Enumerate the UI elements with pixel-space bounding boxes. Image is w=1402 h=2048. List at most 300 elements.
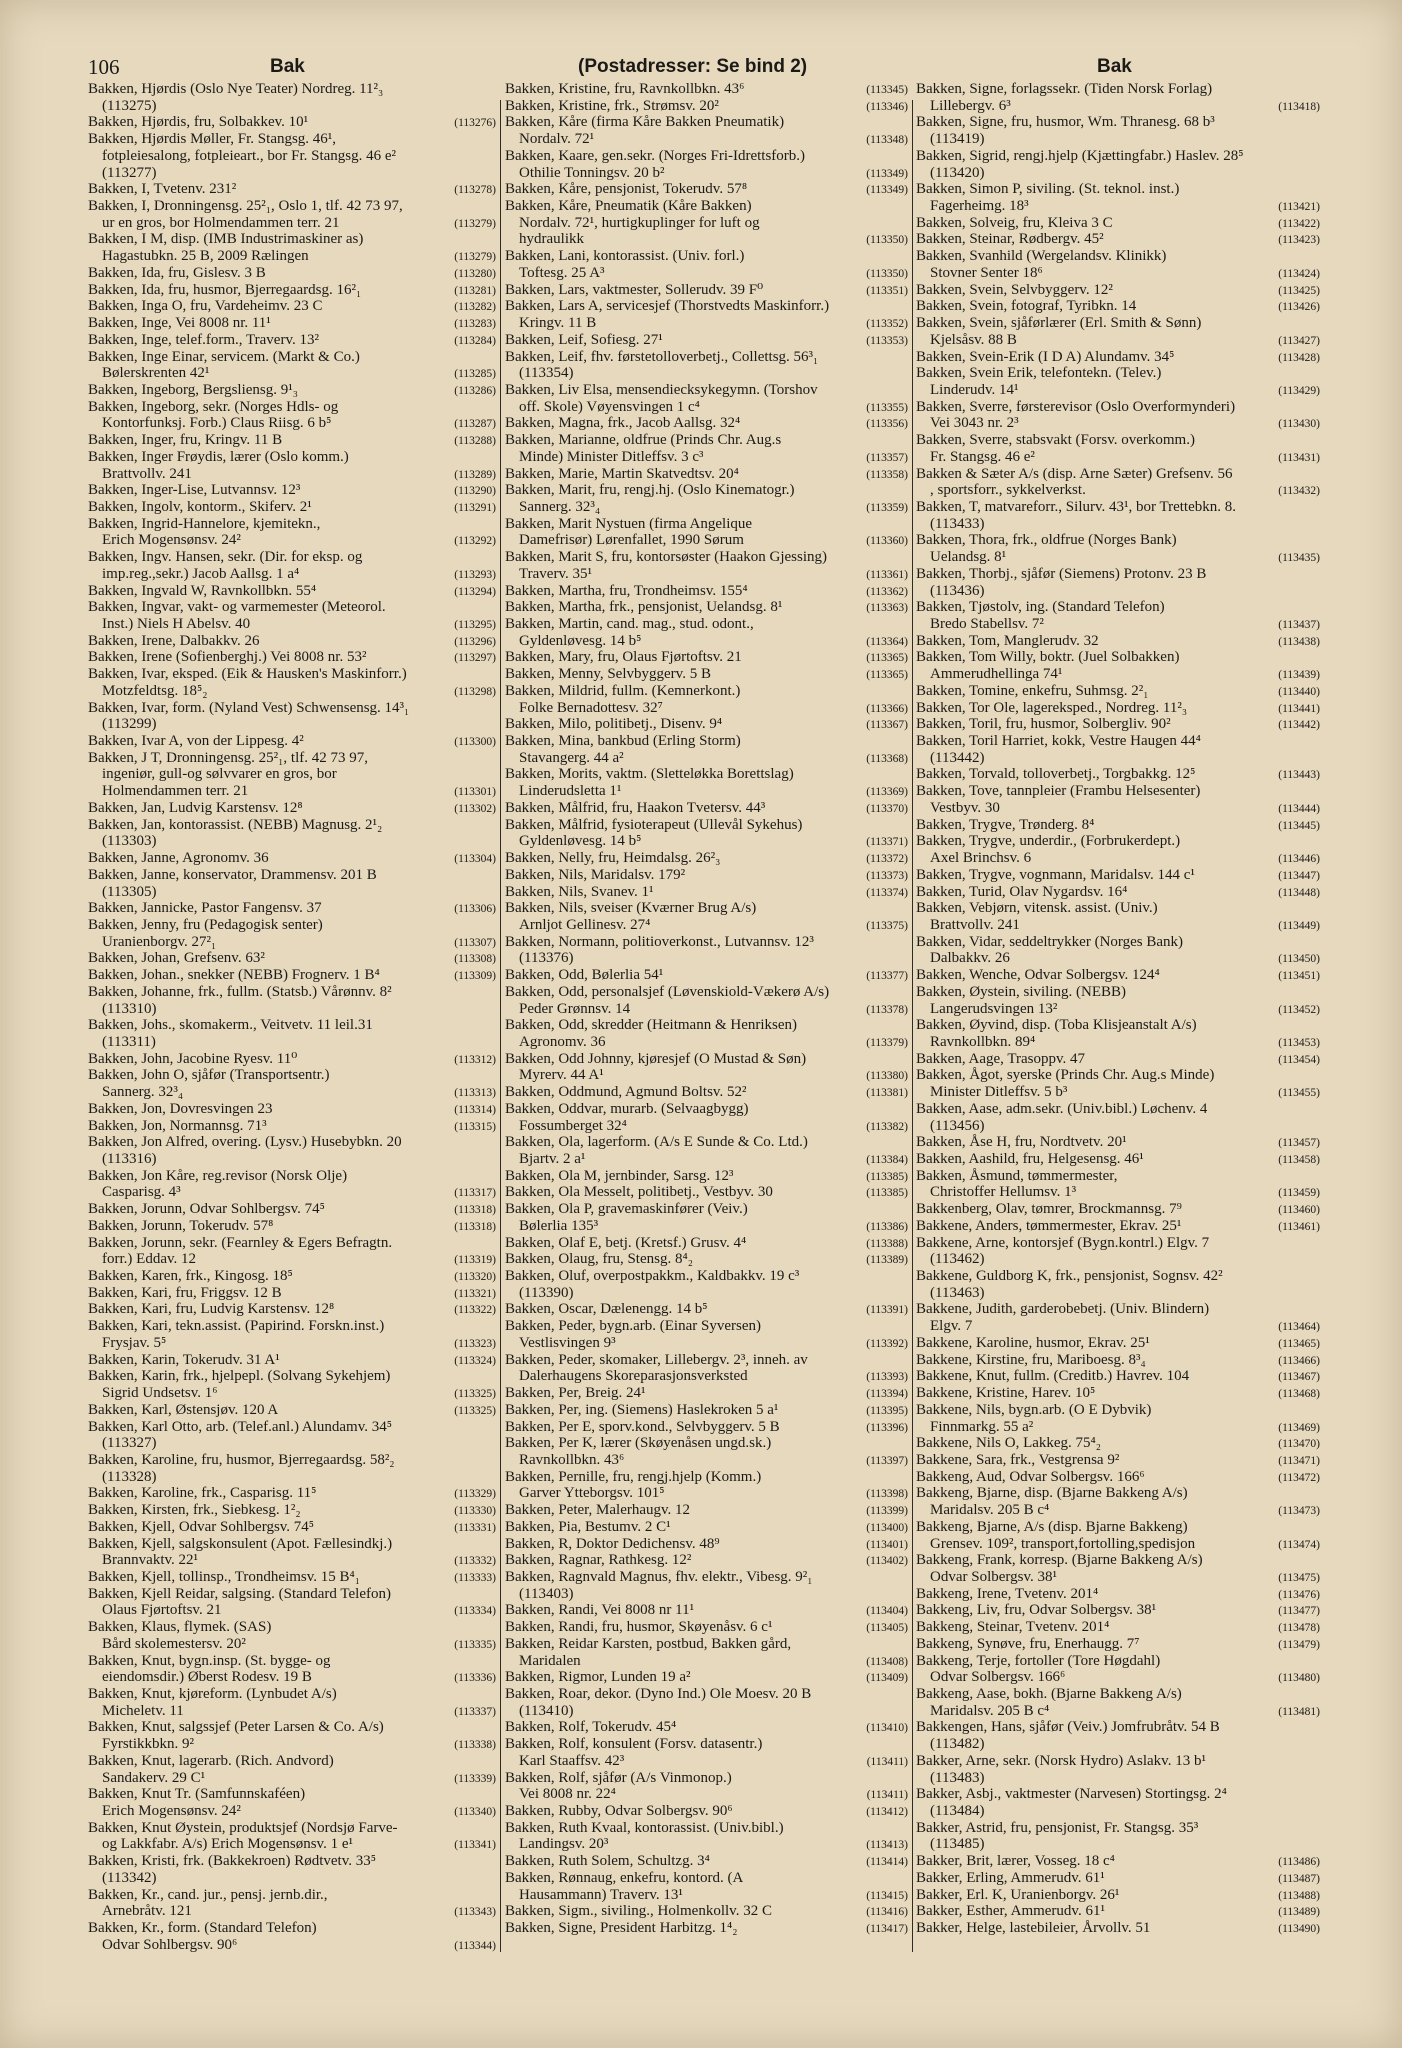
entry-number: (113441) xyxy=(1278,702,1320,715)
entry-number: (113321) xyxy=(454,1287,496,1300)
entry-line xyxy=(88,817,496,834)
entry-text: Bakken, Jenny, fru (Pedagogisk senter) xyxy=(88,916,323,933)
entry-number: (113353) xyxy=(866,334,908,347)
entry-text: Bakken, Milo, politibetj., Disenv. 9⁴ xyxy=(505,716,723,733)
directory-entry xyxy=(505,1402,908,1419)
directory-entry xyxy=(505,1820,908,1853)
entry-text: Bakker, Arne, sekr. (Norsk Hydro) Aslakv. 13 b¹ xyxy=(916,1752,1206,1769)
entry-line xyxy=(88,532,496,549)
entry-line xyxy=(916,733,1320,750)
entry-line xyxy=(505,1335,908,1352)
entry-line xyxy=(505,1301,908,1318)
entry-text: Fossumberget 32⁴ xyxy=(519,1117,627,1134)
entry-line xyxy=(916,1101,1320,1118)
directory-entry xyxy=(916,884,1320,901)
entry-line xyxy=(505,884,908,901)
directory-entry xyxy=(916,1101,1320,1134)
entry-line xyxy=(88,1352,496,1369)
entry-number: (113453) xyxy=(1278,1036,1320,1049)
header-left-keyword: Bak xyxy=(270,56,305,77)
entry-line xyxy=(505,282,908,299)
entry-line xyxy=(88,716,496,733)
entry-number: (113368) xyxy=(866,752,908,765)
directory-entry xyxy=(88,1051,496,1068)
entry-line xyxy=(505,666,908,683)
entry-number: (113320) xyxy=(454,1271,496,1284)
entry-line xyxy=(505,1001,908,1018)
entry-text: Brattvollv. 241 xyxy=(930,916,1020,933)
directory-entry xyxy=(88,1536,496,1569)
entry-text: Gyldenløvesg. 14 b⁵ xyxy=(519,632,642,649)
entry-number: (113361) xyxy=(866,568,908,581)
entry-line xyxy=(88,466,496,483)
directory-entry xyxy=(505,1719,908,1736)
entry-text: Bakken, Åsmund, tømmermester, xyxy=(916,1167,1118,1184)
entry-line xyxy=(88,1435,496,1452)
entry-number: (113331) xyxy=(454,1521,496,1534)
entry-line xyxy=(88,1134,496,1151)
entry-text: Bakken, Sverre, førsterevisor (Oslo Overformynderi) xyxy=(916,398,1236,415)
entry-text: Bakken, Olaug, fru, Stensg. 8⁴₂ xyxy=(505,1251,693,1268)
entry-text: Bakken, Normann, politioverkonst., Lutvannsv. 12³ xyxy=(505,933,814,950)
entry-line xyxy=(505,1285,908,1302)
entry-text: Bakken, Knut, bygn.insp. (St. bygge- og xyxy=(88,1652,331,1669)
entry-number: (113330) xyxy=(454,1505,496,1518)
entry-line xyxy=(88,1920,496,1937)
entry-text: Linderudsletta 1¹ xyxy=(519,783,622,800)
entry-text: Bakken, Rønnaug, enkefru, kontord. (A xyxy=(505,1869,744,1886)
entry-text: Bakken, Ågot, syerske (Prinds Chr. Aug.s Minde) xyxy=(916,1067,1215,1084)
directory-entry xyxy=(505,1318,908,1351)
entry-text: Bakken, Jorunn, sekr. (Fearnley & Egers Befragtn. xyxy=(88,1234,393,1251)
directory-entry xyxy=(505,1268,908,1301)
entry-text: (113420) xyxy=(930,164,985,181)
entry-line xyxy=(505,1318,908,1335)
entry-line xyxy=(505,950,908,967)
entry-line xyxy=(88,198,496,215)
entry-line xyxy=(88,1485,496,1502)
entry-line xyxy=(88,231,496,248)
directory-entry xyxy=(505,1602,908,1619)
entry-line xyxy=(505,215,908,232)
entry-number: (113435) xyxy=(1278,552,1320,565)
entry-number: (113309) xyxy=(454,970,496,983)
directory-entry xyxy=(916,466,1320,499)
entry-text: Bakken, Kaare, gen.sekr. (Norges Fri-Idrettsforb.) xyxy=(505,147,806,164)
entry-number: (113339) xyxy=(454,1772,496,1785)
entry-number: (113444) xyxy=(1278,802,1320,815)
directory-entry xyxy=(916,716,1320,733)
entry-number: (113388) xyxy=(866,1237,908,1250)
entry-line xyxy=(505,499,908,516)
entry-line xyxy=(916,833,1320,850)
directory-entry xyxy=(916,1301,1320,1334)
entry-text: Bakken, Ruth Solem, Schultzg. 3⁴ xyxy=(505,1853,710,1870)
entry-number: (113315) xyxy=(454,1120,496,1133)
entry-line xyxy=(505,298,908,315)
entry-text: Bakken, Målfrid, fru, Haakon Tvetersv. 44³ xyxy=(505,799,766,816)
entry-number: (113471) xyxy=(1278,1454,1320,1467)
entry-text: Bakken, Hjørdis Møller, Fr. Stangsg. 46¹, xyxy=(88,131,337,148)
entry-line xyxy=(505,700,908,717)
entry-number: (113375) xyxy=(866,919,908,932)
entry-line xyxy=(505,1184,908,1201)
entry-text: Bakken, Rubby, Odvar Solbergsv. 90⁶ xyxy=(505,1803,733,1820)
directory-entry xyxy=(916,1469,1320,1486)
entry-text: Bakken, Rolf, konsulent (Forsv. datasentr.) xyxy=(505,1736,763,1753)
entry-text: Bakken, Signe, forlagssekr. (Tiden Norsk Forlag) xyxy=(916,81,1213,97)
entry-text: Bakken, Ola P, gravemaskinfører (Veiv.) xyxy=(505,1201,748,1218)
entry-text: Bakken, Kåre, Pneumatik (Kåre Bakken) xyxy=(505,198,752,215)
entry-line xyxy=(505,332,908,349)
entry-line xyxy=(88,1067,496,1084)
directory-entry xyxy=(88,817,496,850)
entry-number: (113359) xyxy=(866,501,908,514)
entry-text: Bakkene, Kristine, Harev. 10⁵ xyxy=(916,1385,1096,1402)
entry-line xyxy=(88,1519,496,1536)
entry-text: Bakken, Odd, skredder (Heitmann & Henriksen) xyxy=(505,1017,798,1034)
entry-number: (113424) xyxy=(1278,267,1320,280)
entry-line xyxy=(916,1435,1320,1452)
entry-line xyxy=(505,1502,908,1519)
entry-text: Bakken, Inger Frøydis, lærer (Oslo komm.) xyxy=(88,448,349,465)
entry-line xyxy=(505,382,908,399)
entry-text: Bakken, Wenche, Odvar Solbergsv. 124⁴ xyxy=(916,967,1160,984)
entry-line xyxy=(916,1636,1320,1653)
entry-line xyxy=(88,282,496,299)
directory-entry xyxy=(88,1218,496,1235)
entry-line xyxy=(88,1184,496,1201)
entry-text: Toftesg. 25 A³ xyxy=(519,264,605,281)
entry-line xyxy=(505,1084,908,1101)
entry-line xyxy=(916,1134,1320,1151)
entry-line xyxy=(505,1686,908,1703)
directory-entry xyxy=(916,532,1320,565)
entry-number: (113279) xyxy=(454,251,496,264)
entry-line xyxy=(916,1502,1320,1519)
entry-number: (113300) xyxy=(454,736,496,749)
entry-text: Bakken, Reidar Karsten, postbud, Bakken gård, xyxy=(505,1635,792,1652)
entry-text: Hagastubkn. 25 B, 2009 Rælingen xyxy=(102,248,309,265)
entry-number: (113468) xyxy=(1278,1388,1320,1401)
entry-line xyxy=(916,1419,1320,1436)
entry-number: (113486) xyxy=(1278,1856,1320,1869)
directory-entry xyxy=(88,1067,496,1100)
entry-number: (113343) xyxy=(454,1906,496,1919)
entry-number: (113294) xyxy=(454,585,496,598)
directory-entry xyxy=(88,1419,496,1452)
directory-entry xyxy=(916,1151,1320,1168)
header-title: (Postadresser: Se bind 2) xyxy=(578,56,808,77)
entry-text: (113275) xyxy=(102,97,157,114)
entry-text: Bakken, Odd, personalsjef (Løvenskiold-Vækerø A/s) xyxy=(505,983,830,1000)
entry-number: (113308) xyxy=(454,953,496,966)
directory-entry xyxy=(505,1101,908,1134)
entry-number: (113276) xyxy=(454,117,496,130)
entry-number: (113449) xyxy=(1278,919,1320,932)
directory-entry xyxy=(88,649,496,666)
entry-text: Bakken, Odd Johnny, kjøresjef (O Mustad & Søn) xyxy=(505,1050,807,1067)
entry-line xyxy=(88,1736,496,1753)
entry-text: Bakken, Signe, fru, husmor, Wm. Thranesg. 68 b³ xyxy=(916,114,1215,131)
entry-text: Bakken, Aashild, fru, Helgesensg. 46¹ xyxy=(916,1151,1144,1167)
entry-text: Bakken, Jan, kontorassist. (NEBB) Magnusg. 2¹₂ xyxy=(88,816,383,833)
entry-line xyxy=(916,867,1320,884)
entry-text: Bakkeng, Aud, Odvar Solbergsv. 166⁶ xyxy=(916,1468,1145,1485)
entry-line xyxy=(505,532,908,549)
entry-line xyxy=(505,1268,908,1285)
entry-text: Bakkene, Arne, kontorsjef (Bygn.kontrl.) Elgv. 7 xyxy=(916,1234,1210,1251)
entry-line xyxy=(88,399,496,416)
directory-entry xyxy=(916,1636,1320,1653)
directory-entry xyxy=(916,1168,1320,1201)
entry-text: Bakker, Brit, lærer, Vosseg. 18 c⁴ xyxy=(916,1853,1115,1870)
entry-number: (113461) xyxy=(1278,1220,1320,1233)
entry-number: (113385) xyxy=(866,1170,908,1183)
entry-line xyxy=(916,1903,1320,1920)
entry-line xyxy=(88,1318,496,1335)
entry-text: Minde) Minister Ditleffsv. 3 c³ xyxy=(519,448,704,465)
entry-line xyxy=(916,1318,1320,1335)
entry-line xyxy=(505,432,908,449)
entry-text: Bakken, Kjell, Odvar Sohlbergsv. 74⁵ xyxy=(88,1518,315,1535)
entry-text: Bakken, Martha, fru, Trondheimsv. 155⁴ xyxy=(505,582,748,599)
directory-entry xyxy=(505,1636,908,1669)
entry-text: Bakken, Inger-Lise, Lutvannsv. 12³ xyxy=(88,482,301,499)
entry-number: (113384) xyxy=(866,1154,908,1166)
entry-text: Dalbakkv. 26 xyxy=(930,950,1010,967)
entry-number: (113410) xyxy=(866,1722,908,1735)
entry-line xyxy=(505,934,908,951)
entry-number: (113296) xyxy=(454,635,496,648)
entry-text: Bakkene, Sara, frk., Vestgrensa 9² xyxy=(916,1451,1120,1468)
entry-text: Bakken, Svein-Erik (I D A) Alundamv. 34⁵ xyxy=(916,348,1175,365)
entry-number: (113413) xyxy=(866,1839,908,1852)
entry-number: (113348) xyxy=(866,134,908,147)
entry-line xyxy=(916,1452,1320,1469)
entry-line xyxy=(505,1101,908,1118)
entry-line xyxy=(505,984,908,1001)
entry-line xyxy=(88,1719,496,1736)
entry-text: Bakken, Lani, kontorassist. (Univ. forl.) xyxy=(505,248,745,265)
entry-line xyxy=(88,1268,496,1285)
entry-text: Vei 8008 nr. 22⁴ xyxy=(519,1786,616,1803)
entry-text: Bakken, Kristine, fru, Ravnkollbkn. 43⁶ xyxy=(505,81,745,97)
entry-text: Bakkene, Kirstine, fru, Mariboesg. 8³₄ xyxy=(916,1351,1146,1368)
directory-entry xyxy=(916,1853,1320,1870)
directory-entry xyxy=(88,900,496,917)
directory-entry xyxy=(88,666,496,699)
directory-entry xyxy=(505,716,908,733)
directory-entry xyxy=(505,198,908,248)
entry-line xyxy=(505,850,908,867)
entry-text: Bakken, Janne, Agronomv. 36 xyxy=(88,850,269,867)
entry-number: (113318) xyxy=(454,1204,496,1217)
entry-number: (113425) xyxy=(1278,284,1320,297)
entry-line xyxy=(916,532,1320,549)
entry-text: Kjelsåsv. 88 B xyxy=(930,331,1017,348)
directory-entry xyxy=(505,382,908,415)
entry-number: (113281) xyxy=(454,284,496,297)
entry-line xyxy=(505,1803,908,1820)
entry-line xyxy=(505,1017,908,1034)
directory-entry xyxy=(916,399,1320,432)
entry-text: Bakken, Peder, skomaker, Lillebergv. 2³, inneh. av xyxy=(505,1351,808,1368)
entry-number: (113382) xyxy=(866,1120,908,1133)
directory-entry xyxy=(505,1301,908,1318)
entry-line xyxy=(505,365,908,382)
directory-entry xyxy=(916,1820,1320,1853)
entry-text: Bakken, Sigrid, rengj.hjelp (Kjættingfabr.) Haslev. 28⁵ xyxy=(916,147,1244,164)
entry-number: (113437) xyxy=(1278,619,1320,631)
directory-entry xyxy=(505,1803,908,1820)
entry-text: Bakken, Ola Messelt, politibetj., Vestbyv. 30 xyxy=(505,1184,773,1201)
directory-entry xyxy=(505,583,908,600)
directory-entry xyxy=(88,1235,496,1268)
entry-text: Frysjav. 5⁵ xyxy=(102,1334,167,1351)
entry-text: (113303) xyxy=(102,833,157,850)
entry-text: Bakken, Ola M, jernbinder, Sarsg. 12³ xyxy=(505,1167,734,1184)
entry-line xyxy=(505,833,908,850)
entry-line xyxy=(88,81,496,98)
entry-number: (113282) xyxy=(454,301,496,314)
directory-entry xyxy=(916,148,1320,181)
entry-text: Bakken, Solveig, fru, Kleiva 3 C xyxy=(916,214,1113,231)
directory-entry xyxy=(916,1385,1320,1402)
entry-line xyxy=(916,1552,1320,1569)
entry-text: Fagerheimg. 18³ xyxy=(930,198,1029,215)
directory-entry xyxy=(916,282,1320,299)
entry-number: (113446) xyxy=(1278,853,1320,866)
directory-entry xyxy=(505,148,908,181)
entry-text: Bakken, T, matvareforr., Silurv. 43¹, bor Trettebkn. 8. xyxy=(916,498,1237,515)
directory-entry xyxy=(505,1251,908,1268)
entry-number: (113365) xyxy=(866,652,908,665)
entry-text: (113419) xyxy=(930,131,985,148)
directory-entry xyxy=(88,399,496,432)
entry-line xyxy=(916,1686,1320,1703)
directory-entry xyxy=(916,1201,1320,1218)
entry-line xyxy=(88,432,496,449)
entry-text: Bakker, Astrid, fru, pensjonist, Fr. Stangsg. 35³ xyxy=(916,1819,1199,1836)
entry-text: Bakken, Ingvar, vakt- og varmemester (Meteorol. xyxy=(88,599,386,616)
entry-text: Bakken, Ivar A, von der Lippesg. 4² xyxy=(88,733,304,750)
directory-entry xyxy=(916,1519,1320,1552)
entry-text: Bakken, Knut Øystein, produktsjef (Nordsjø Farve- xyxy=(88,1819,398,1836)
entry-line xyxy=(916,449,1320,466)
entry-number: (113423) xyxy=(1278,234,1320,247)
entry-number: (113402) xyxy=(866,1555,908,1568)
directory-entry xyxy=(916,633,1320,650)
directory-entry xyxy=(916,315,1320,348)
directory-entry xyxy=(505,81,908,98)
entry-text: Bakken, Johs., skomakerm., Veitvetv. 11 leil.31 xyxy=(88,1017,373,1034)
directory-entry xyxy=(505,867,908,884)
directory-entry xyxy=(505,733,908,766)
entry-text: Bakken, Johan., snekker (NEBB) Frognerv. 1 B⁴ xyxy=(88,967,380,984)
entry-line xyxy=(916,984,1320,1001)
entry-line xyxy=(505,449,908,466)
directory-column-2 xyxy=(505,81,908,1937)
entry-line xyxy=(88,1686,496,1703)
entry-text: Bakken, I M, disp. (IMB Industrimaskiner as) xyxy=(88,231,364,248)
entry-number: (113443) xyxy=(1278,769,1320,782)
directory-entry xyxy=(916,499,1320,532)
entry-text: Odvar Sohlbergsv. 90⁶ xyxy=(102,1936,238,1953)
entry-line xyxy=(88,1101,496,1118)
entry-number: (113287) xyxy=(454,418,496,431)
entry-number: (113470) xyxy=(1278,1438,1320,1451)
entry-text: Bakken, Ingeborg, Bergsliensg. 9¹₃ xyxy=(88,381,298,398)
directory-entry xyxy=(916,1619,1320,1636)
entry-text: Minister Ditleffsv. 5 b³ xyxy=(930,1084,1068,1101)
entry-text: og Lakkfabr. A/s) Erich Mogensønsv. 1 e¹ xyxy=(102,1836,353,1853)
entry-line xyxy=(916,967,1320,984)
entry-text: Bakken, Hjørdis, fru, Solbakkev. 10¹ xyxy=(88,114,309,131)
entry-line xyxy=(916,248,1320,265)
entry-text: Arnebråtv. 121 xyxy=(102,1903,192,1920)
entry-text: Bakkeng, Terje, fortoller (Tore Høgdahl) xyxy=(916,1652,1161,1669)
entry-text: Bakken, Irene (Sofienberghj.) Vei 8008 nr. 53² xyxy=(88,649,367,666)
entry-line xyxy=(505,1168,908,1185)
entry-number: (113438) xyxy=(1278,635,1320,648)
entry-number: (113439) xyxy=(1278,669,1320,682)
entry-number: (113457) xyxy=(1278,1137,1320,1150)
entry-number: (113312) xyxy=(454,1053,496,1066)
entry-line xyxy=(916,1151,1320,1168)
entry-text: (113311) xyxy=(102,1033,156,1050)
directory-entry xyxy=(88,81,496,114)
entry-number: (113440) xyxy=(1278,685,1320,698)
entry-number: (113478) xyxy=(1278,1622,1320,1635)
entry-line xyxy=(505,231,908,248)
entry-number: (113395) xyxy=(866,1404,908,1417)
entry-line xyxy=(916,1385,1320,1402)
directory-entry xyxy=(916,1552,1320,1585)
directory-entry xyxy=(916,683,1320,700)
directory-entry xyxy=(88,1653,496,1686)
directory-entry xyxy=(505,1536,908,1553)
entry-number: (113473) xyxy=(1278,1505,1320,1518)
entry-text: Bakken, Jon Kåre, reg.revisor (Norsk Olje) xyxy=(88,1167,348,1184)
entry-text: Bakken, Randi, fru, husmor, Skøyenåsv. 6 c¹ xyxy=(505,1619,773,1636)
entry-line xyxy=(916,1602,1320,1619)
entry-text: Bakken, Peder, bygn.arb. (Einar Syversen) xyxy=(505,1318,761,1335)
entry-text: Vestlisvingen 9³ xyxy=(519,1334,616,1351)
entry-text: , sportsforr., sykkelverkst. xyxy=(930,482,1086,499)
entry-text: Bakken, Leif, Sofiesg. 27¹ xyxy=(505,331,663,348)
entry-number: (113306) xyxy=(454,903,496,916)
directory-entry xyxy=(916,900,1320,933)
entry-number: (113381) xyxy=(866,1087,908,1100)
directory-entry xyxy=(88,1786,496,1819)
entry-number: (113297) xyxy=(454,652,496,665)
entry-number: (113346) xyxy=(866,100,908,113)
entry-number: (113412) xyxy=(866,1806,908,1819)
entry-text: Maridalsv. 205 B c⁴ xyxy=(930,1702,1050,1719)
entry-text: forr.) Eddav. 12 xyxy=(102,1251,196,1268)
directory-entry xyxy=(916,181,1320,214)
entry-text: Bård skolemestersv. 20² xyxy=(102,1635,246,1652)
directory-entry xyxy=(505,1435,908,1468)
directory-entry xyxy=(916,833,1320,866)
directory-entry xyxy=(88,633,496,650)
entry-line xyxy=(916,131,1320,148)
entry-text: Stovner Senter 18⁶ xyxy=(930,264,1043,281)
directory-entry xyxy=(88,1368,496,1401)
entry-text: Traverv. 35¹ xyxy=(519,565,592,582)
entry-text: Bakken, Nils, Maridalsv. 179² xyxy=(505,866,686,883)
